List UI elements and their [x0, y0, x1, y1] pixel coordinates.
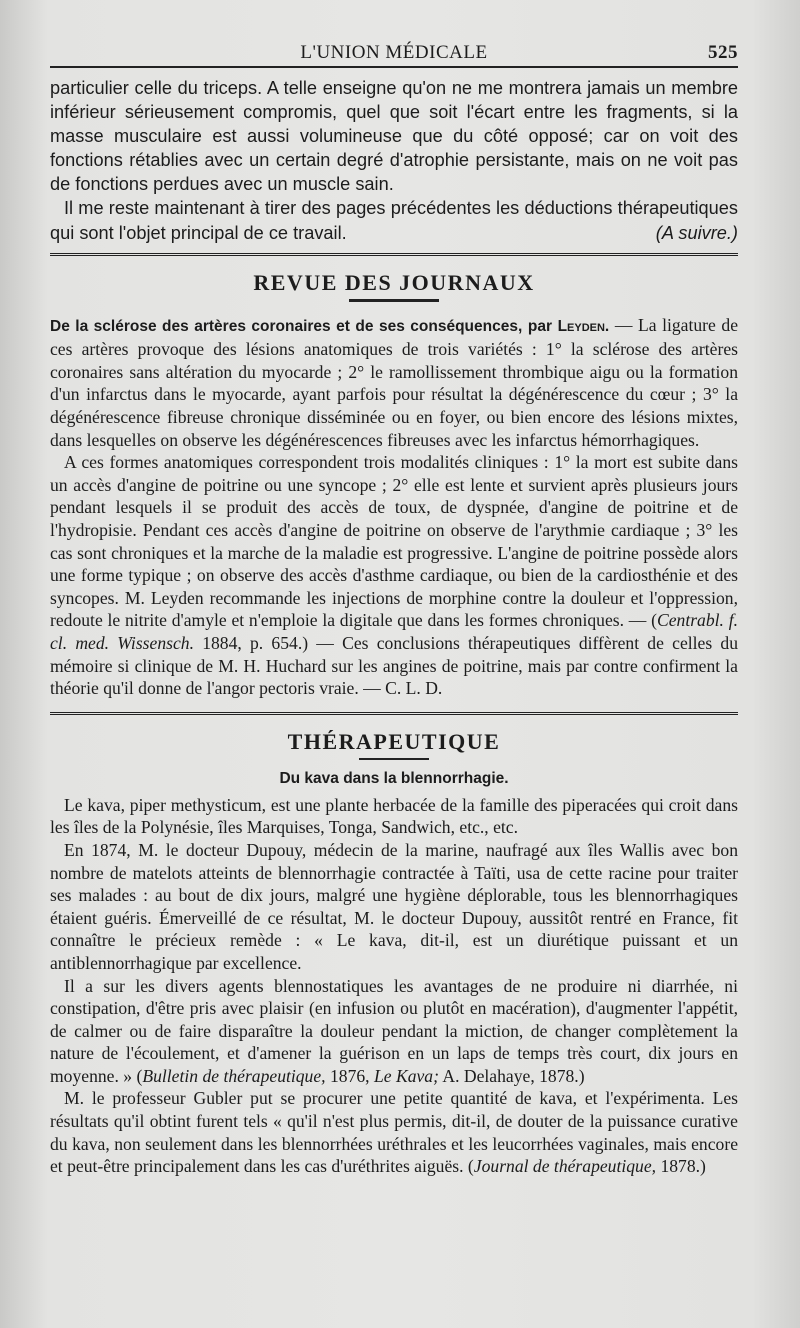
- section-divider-1: [50, 253, 738, 258]
- revue-paragraph-2-text-a: A ces formes anatomiques correspondent trois modalités cliniques : 1° la mort est subite dans un accès d'angine de poitrine ou une syncope ; 2° elle est lente et survient après plusieurs jours pendant lesquels il se produit des accès de toux, de dyspnée, d'angine de poitrine et de l'hydropisie. Pendant ces accès d'angine de poitrine on observe de l'arythmie cardiaque ; 3° les cas sont chroniques et la marche de la maladie est progressive. L'angine de poitrine possède alors une forme typique ; on observe des accès d'asthme cardiaque, ou bien de la cardiosthénie et des syncopes. M. Leyden recommande les injections de morphine contre la douleur et l'oppression, redoute le nitrite d'amyle et n'emploie la digitale que dans les formes chroniques. — (: [50, 452, 738, 631]
- page-header: [50, 36, 738, 66]
- therapeutique-heading: THÉRAPEUTIQUE: [287, 728, 501, 754]
- header-rule: [50, 66, 738, 68]
- a-suivre: (A suivre.): [655, 222, 738, 243]
- revue-article-author: Leyden.: [557, 317, 610, 335]
- kava-citation: Le Kava;: [373, 1065, 439, 1086]
- intro-paragraph-2: [50, 196, 738, 244]
- bulletin-citation: Bulletin de thérapeutique,: [142, 1065, 326, 1086]
- page-number: 525: [708, 42, 738, 63]
- therapeutique-paragraph-2: En 1874, M. le docteur Dupouy, médecin de la marine, naufragé aux îles Wallis avec bon nombre de matelots atteints de blennorrhagie contractée à Taïti, usa de cette racine pour traiter ses malades : au bout de dix jours, malgré une hygiène déplorable, tous les blennorrhagiques étaient guéris. Émerveillé de ce résultat, M. le docteur Dupouy, aussitôt rentré en France, fit connaître le précieux remède : « Le kava, dit-il, est un diurétique puissant et un antiblennorrhagique par excellence.: [50, 839, 738, 973]
- revue-paragraph-2: [50, 451, 738, 700]
- journal-citation: Journal de thérapeutique,: [473, 1156, 657, 1177]
- therapeutique-paragraph-3-text-c: A. Delahaye, 1878.): [438, 1065, 585, 1086]
- revue-paragraph-1-text: — La ligature de ces artères provoque des lésions anatomiques de trois variétés : 1° la sclérose des artères coronaires sans altération du myocarde ; 2° le ramollissement thrombique aigu ou la formation d'un infarctus dans le myocarde, ayant parfois pour résultat la dégénérescence du cœur ; 3° la dégénérescence fibreuse chronique disséminée ou en foyer, ou bien encore des lésions mixtes, dans lesquelles on observe les dégénérescences fibreuses avec les infarctus hémorrhagiques.: [50, 314, 739, 450]
- therapeutique-heading-rule: [359, 758, 429, 760]
- therapeutique-paragraph-4-text-a: M. le professeur Gubler put se procurer une petite quantité de kava, et l'expérimenta. Les résultats qu'il obtint furent tels « qu'il n'est plus permis, dit-il, de douter de la puissance curative du kava, non seulement dans les blennorrhées uréthrales et les leucorrhées vaginales, mais encore et peut-être principalement dans les cas d'uréthrites aiguës. (: [50, 1088, 738, 1177]
- revue-paragraph-2-text-b: 1884, p. 654.) — Ces conclusions thérapeutiques diffèrent de celles du mémoire si clinique de M. H. Huchard sur les angines de poitrine, mais par contre confirment la théorie qu'il donne de l'angor pectoris vraie. — C. L. D.: [50, 632, 738, 699]
- therapeutique-subheading: Du kava dans la blennorrhagie.: [279, 769, 509, 787]
- revue-author-prefix: par: [527, 317, 552, 335]
- revue-article-title: De la sclérose des artères coronaires et de ses conséquences,: [50, 317, 523, 335]
- therapeutique-paragraph-3-text-b: 1876,: [325, 1065, 374, 1086]
- therapeutique-paragraph-3-text-a: Il a sur les divers agents blennostatiques les avantages de ne produire ni diarrhée, ni constipation, d'être pris avec plaisir (en infusion ou plutôt en macération), d'augmenter l'appétit, de calmer ou de faire disparaître la douleur pendant la miction, de changer complètement la nature de l'écoulement, et d'amener la guérison en un laps de temps très court, dix jours en moyenne. » (: [50, 975, 738, 1086]
- section-divider-2: [50, 712, 738, 717]
- running-title: L'UNION MÉDICALE: [300, 42, 488, 63]
- revue-heading: REVUE DES JOURNAUX: [253, 269, 535, 295]
- intro-paragraph-1: particulier celle du triceps. A telle enseigne qu'on ne me montrera jamais un membre inférieur sérieusement compromis, quel que soit l'écart entre les fragments, si la masse musculaire est aussi volumineuse que du côté opposé; car on voit des fonctions rétablies avec un certain degré d'atrophie persistante, mais on ne voit pas de fonctions perdues avec un muscle sain.: [50, 78, 738, 195]
- therapeutique-paragraph-3: [50, 975, 738, 1088]
- therapeutique-paragraph-1: Le kava, piper methysticum, est une plante herbacée de la famille des piperacées qui croit dans les îles de la Polynésie, îles Marquises, Tonga, Sandwich, etc., etc.: [50, 794, 738, 838]
- revue-paragraph-1: [50, 314, 738, 452]
- therapeutique-paragraph-4-text-b: 1878.): [656, 1156, 706, 1177]
- therapeutique-paragraph-4: [50, 1087, 738, 1177]
- revue-citation: Centrabl. f. cl. med. Wissensch.: [50, 610, 738, 653]
- intro-paragraph-2-text: Il me reste maintenant à tirer des pages précédentes les déductions thérapeutiques qui sont l'objet principal de ce travail.: [50, 198, 738, 243]
